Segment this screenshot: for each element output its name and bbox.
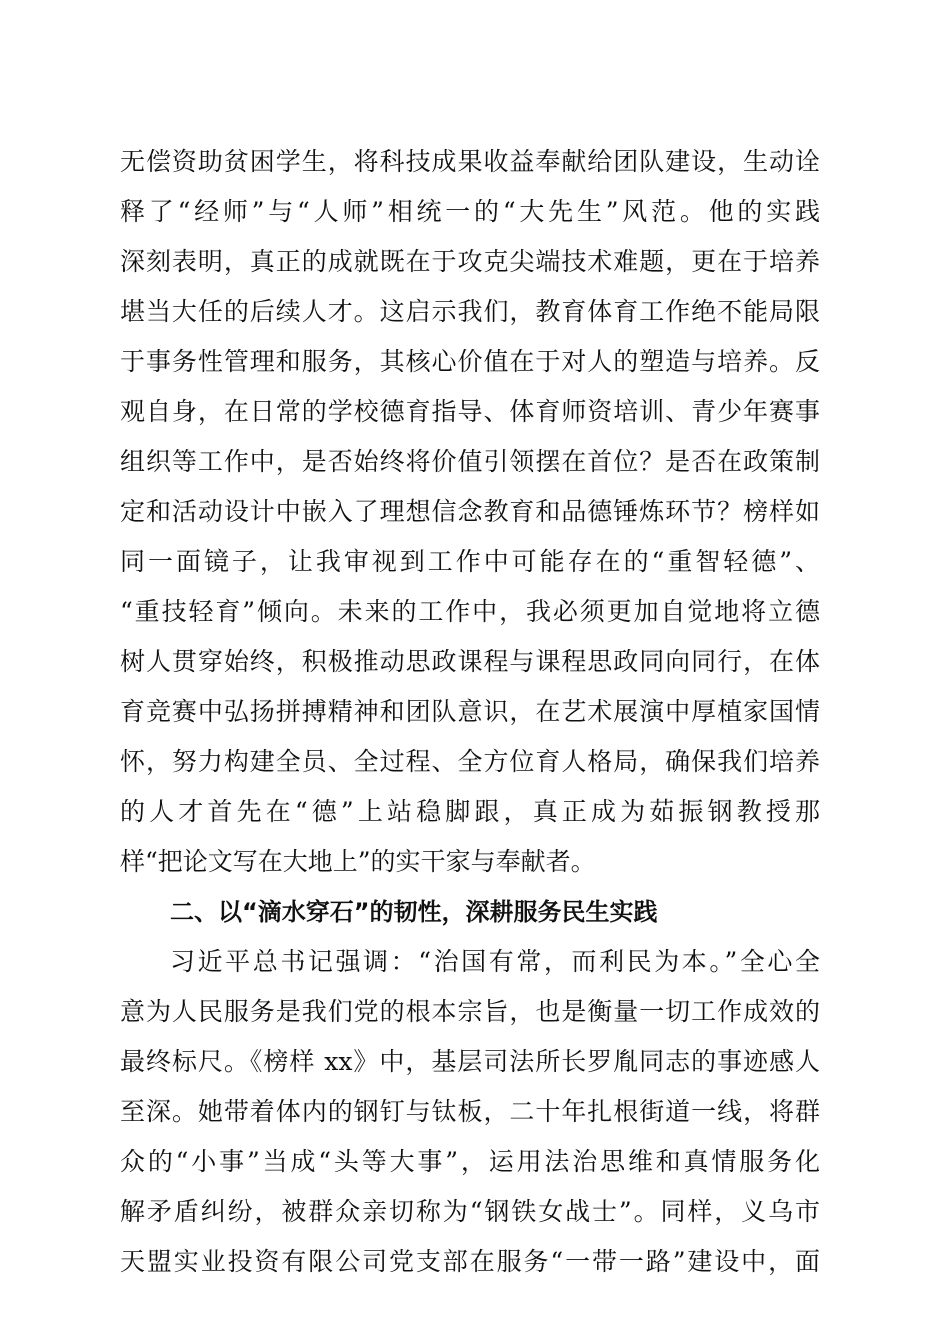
paragraph-1-line-2: 释了“经师”与“人师”相统一的“大先生”风范。他的实践	[120, 197, 820, 226]
paragraph-2-line-3: 最终标尺。《榜样 xx》中，基层司法所长罗胤同志的事迹感人	[120, 1047, 820, 1076]
paragraph-1-line-3: 深刻表明，真正的成就既在于攻克尖端技术难题，更在于培养	[120, 247, 820, 276]
section-heading: 二、以“滴水穿石”的韧性，深耕服务民生实践	[170, 898, 658, 926]
paragraph-1-line-10: “重技轻育”倾向。未来的工作中，我必须更加自觉地将立德	[120, 597, 820, 626]
paragraph-1-line-15: 样“把论文写在大地上”的实干家与奉献者。	[120, 847, 596, 876]
paragraph-1-line-6: 观自身，在日常的学校德育指导、体育师资培训、青少年赛事	[120, 397, 820, 426]
paragraph-1-line-4: 堪当大任的后续人才。这启示我们，教育体育工作绝不能局限	[120, 297, 820, 326]
paragraph-1-line-12: 育竞赛中弘扬拼搏精神和团队意识，在艺术展演中厚植家国情	[120, 697, 820, 726]
paragraph-1-line-5: 于事务性管理和服务，其核心价值在于对人的塑造与培养。反	[120, 347, 820, 376]
paragraph-2-line-1: 习近平总书记强调：“治国有常，而利民为本。”全心全	[170, 947, 820, 976]
paragraph-1-line-7: 组织等工作中，是否始终将价值引领摆在首位？是否在政策制	[120, 447, 820, 476]
paragraph-1-line-13: 怀，努力构建全员、全过程、全方位育人格局，确保我们培养	[120, 747, 820, 776]
paragraph-2-line-2: 意为人民服务是我们党的根本宗旨，也是衡量一切工作成效的	[120, 997, 820, 1026]
paragraph-2-line-5: 众的“小事”当成“头等大事”，运用法治思维和真情服务化	[120, 1147, 820, 1176]
paragraph-2-line-6: 解矛盾纠纷，被群众亲切称为“钢铁女战士”。同样，义乌市	[120, 1197, 820, 1226]
paragraph-2-line-4: 至深。她带着体内的钢钉与钛板，二十年扎根街道一线，将群	[120, 1097, 820, 1126]
paragraph-1-line-1: 无偿资助贫困学生，将科技成果收益奉献给团队建设，生动诠	[120, 147, 820, 176]
paragraph-2-line-7: 天盟实业投资有限公司党支部在服务“一带一路”建设中，面	[120, 1247, 820, 1276]
paragraph-1-line-11: 树人贯穿始终，积极推动思政课程与课程思政同向同行，在体	[120, 647, 820, 676]
paragraph-1-line-9: 同一面镜子，让我审视到工作中可能存在的“重智轻德”、	[120, 547, 820, 576]
paragraph-1-line-8: 定和活动设计中嵌入了理想信念教育和品德锤炼环节？榜样如	[120, 497, 820, 526]
paragraph-1-line-14: 的人才首先在“德”上站稳脚跟，真正成为茹振钢教授那	[120, 797, 820, 826]
